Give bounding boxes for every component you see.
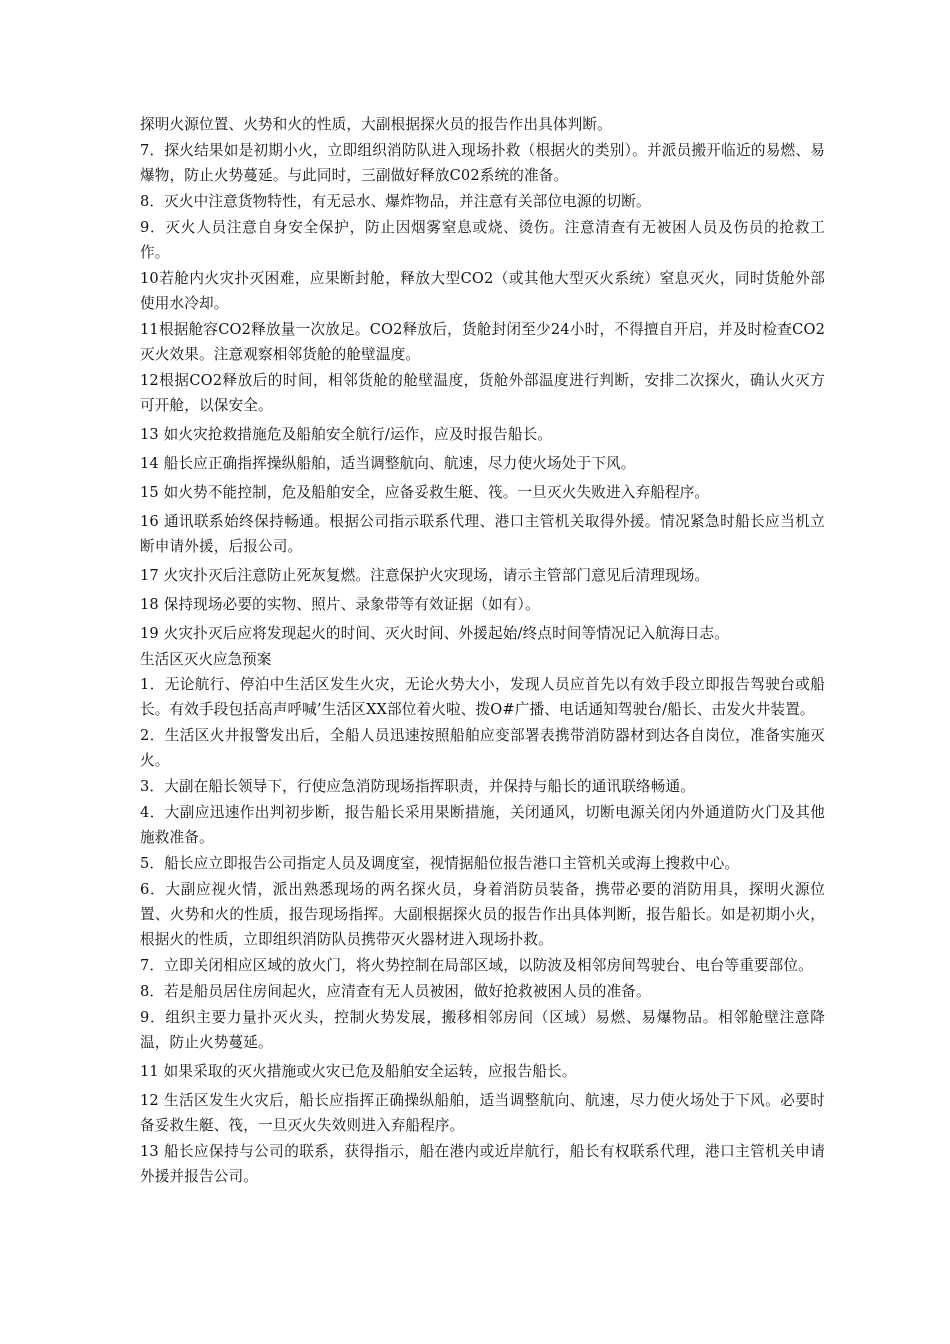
paragraph-item-10: 10若舱内火灾扑灭困难，应果断封舱，释放大型CO2（或其他大型灭火系统）窒息灭火，同时货舱外部使用水冷却。 xyxy=(140,270,825,312)
paragraph-item-14: 14 船长应正确指挥操纵船舶，适当调整航向、航速，尽力使火场处于下风。 xyxy=(140,455,636,472)
paragraph-item-13: 13 如火灾抢救措施危及船舶安全航行/运作，应及时报告船长。 xyxy=(140,426,553,443)
paragraph-item-15: 15 如火势不能控制，危及船舶安全，应备妥救生艇、筏。一旦灭火失败进入弃船程序。 xyxy=(140,484,710,501)
paragraph-item-12: 12根据CO2释放后的时间，相邻货舱的舱壁温度，货舱外部温度进行判断，安排二次探火，确认火灭方可开舱，以保安全。 xyxy=(140,372,825,414)
paragraph-fire-source: 探明火源位置、火势和火的性质，大副根据探火员的报告作出具体判断。 xyxy=(140,116,612,133)
section-heading-living-area: 生活区灭火应急预案 xyxy=(140,651,272,668)
paragraph-living-item-9: 9．组织主要力量扑灭火头，控制火势发展，搬移相邻房间（区域）易燃、易爆物品。相邻舱壁注意降温，防止火势蔓延。 xyxy=(140,1009,825,1051)
paragraph-living-item-8: 8．若是船员居住房间起火，应清查有无人员被困，做好抢救被困人员的准备。 xyxy=(140,983,651,1000)
paragraph-item-11: 11根据舱容CO2释放量一次放足。CO2释放后，货舱封闭至少24小时，不得擅自开启，并及时检查CO2灭火效果。注意观察相邻货舱的舱壁温度。 xyxy=(140,321,825,363)
paragraph-living-item-11: 11 如果采取的灭火措施或火灾已危及船舶安全运转，应报告船长。 xyxy=(140,1063,577,1080)
paragraph-item-16: 16 通讯联系始终保持畅通。根据公司指示联系代理、港口主管机关取得外援。情况紧急时船长应当机立断申请外援，后报公司。 xyxy=(140,513,825,555)
paragraph-living-item-4: 4．大副应迅速作出判初步断，报告船长采用果断措施，关闭通风，切断电源关闭内外通道防火门及其他施救准备。 xyxy=(140,804,825,846)
paragraph-living-item-7: 7．立即关闭相应区域的放火门，将火势控制在局部区域，以防波及相邻房间驾驶台、电台等重要部位。 xyxy=(140,957,813,974)
paragraph-item-19: 19 火灾扑灭后应将发现起火的时间、灭火时间、外援起始/终点时间等情况记入航海日志。 xyxy=(140,625,729,642)
document-page xyxy=(140,112,825,1190)
paragraph-item-7: 7．探火结果如是初期小火，立即组织消防队进入现场扑救（根据火的类别）。并派员搬开临近的易燃、易爆物，防止火势蔓延。与此同时，三副做好释放C02系统的准备。 xyxy=(140,142,825,184)
paragraph-item-9: 9．灭火人员注意自身安全保护，防止因烟雾窒息或烧、烫伤。注意清查有无被困人员及伤员的抢救工作。 xyxy=(140,219,825,261)
paragraph-living-item-2: 2．生活区火井报警发出后，全船人员迅速按照船舶应变部署表携带消防器材到达各自岗位，准备实施灭火。 xyxy=(140,727,825,769)
paragraph-living-item-12: 12 生活区发生火灾后，船长应指挥正确操纵船舶，适当调整航向、航速，尽力使火场处于下风。必要时备妥救生艇、筏，一旦灭火失效则进入弃船程序。 xyxy=(140,1092,825,1134)
paragraph-item-18: 18 保持现场必要的实物、照片、录象带等有效证据（如有）。 xyxy=(140,596,540,613)
paragraph-item-8: 8．灭火中注意货物特性，有无忌水、爆炸物品，并注意有关部位电源的切断。 xyxy=(140,193,651,210)
paragraph-living-item-5: 5．船长应立即报告公司指定人员及调度室，视情据船位报告港口主管机关或海上搜救中心。 xyxy=(140,855,740,872)
paragraph-living-item-6: 6．大副应视火情，派出熟悉现场的两名探火员，身着消防员装备，携带必要的消防用具，探明火源位置、火势和火的性质，报告现场指挥。大副根据探火员的报告作出具体判断，报告船长。如是初期小火，根据火的性质，立即组织消防队员携带灭火器材进入现场扑救。 xyxy=(140,881,825,948)
paragraph-living-item-1: 1．无论航行、停泊中生活区发生火灾，无论火势大小，发现人员应首先以有效手段立即报告驾驶台或船长。有效手段包括高声呼喊’生活区XX部位着火啦、拨O#广播、电话通知驾驶台/船长、击发火井装置。 xyxy=(140,676,825,718)
paragraph-item-17: 17 火灾扑灭后注意防止死灰复燃。注意保护火灾现场，请示主管部门意见后清理现场。 xyxy=(140,567,710,584)
paragraph-living-item-13: 13 船长应保持与公司的联系，获得指示，船在港内或近岸航行，船长有权联系代理，港口主管机关申请外援并报告公司。 xyxy=(140,1143,825,1185)
paragraph-living-item-3: 3．大副在船长领导下，行使应急消防现场指挥职责，并保持与船长的通讯联络畅通。 xyxy=(140,778,695,795)
